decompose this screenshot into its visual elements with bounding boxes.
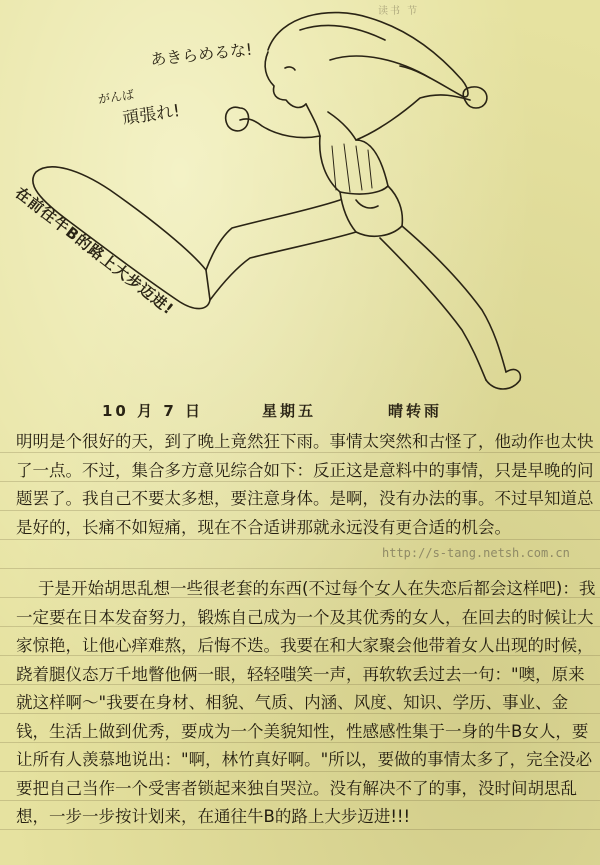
doodle-text-japanese-1: あきらめるな! [149,39,254,70]
face-outline [265,52,306,107]
faint-header-text: 读书 节 [378,6,420,17]
back-leg [402,226,506,372]
watermark-url: http://s-tang.netsh.com.cn [382,546,570,560]
diary-weekday: 星期五 [262,402,317,420]
hair-outline [268,13,468,97]
back-arm [356,95,470,140]
diary-paragraph-1: 明明是个很好的天，到了晚上竟然狂下雨。事情太突然和古怪了，他动作也太快了一点。不过，集合多方意见综合如下：反正这是意料中的事情，只是早晚的问题罢了。我自己不要太多想，要注意身体。是啊，没有办法的事。不过早知道总是好的，长痛不如短痛，现在不合适讲那就永远没有更合适的机会。 [16,432,594,537]
front-leg [206,200,340,270]
ruled-line [0,568,600,569]
doodle-text-japanese-2: 頑張れ! [121,101,182,129]
front-arm [240,119,320,138]
diary-date: 10 月 7 日 [102,402,203,420]
running-girl-drawing [0,0,600,400]
diary-paragraph-2 [16,575,596,832]
torso-outline [320,136,388,194]
shoe-outline [33,167,210,309]
diary-weather: 晴转雨 [388,402,443,420]
diary-paragraph-2-text: 于是开始胡思乱想一些很老套的东西(不过每个女人在失恋后都会这样吧)：我一定要在日本发奋努力，锻炼自己成为一个及其优秀的女人，在回去的时候让大家惊艳，让他心痒难熬，后悔不迭。我要在和大家聚会他带着女人出现的时候，跷着腿仪态万千地瞥他俩一眼，轻轻嗤笑一声，再软软丢过去一句："噢，原来就这样啊～"我要在身材、相貌、气质、内涵、风度、知识、学历、事业、金钱，生活上做到优秀，要成为一个美貌知性，性感感性集于一身的牛B女人，要让所有人羡慕地说出："啊，林竹真好啊。"所以，要做的事情太多了，完全没必要把自己当作一个受害者锁起来独自哭泣。没有解决不了的事，没时间胡思乱想，一步一步按计划来，在通往牛B的路上大步迈进!!! [16,579,596,826]
doodle-text-furigana: がんば [97,87,135,107]
shoe-slogan: 在前往牛B的路上大步迈进! [11,183,178,319]
